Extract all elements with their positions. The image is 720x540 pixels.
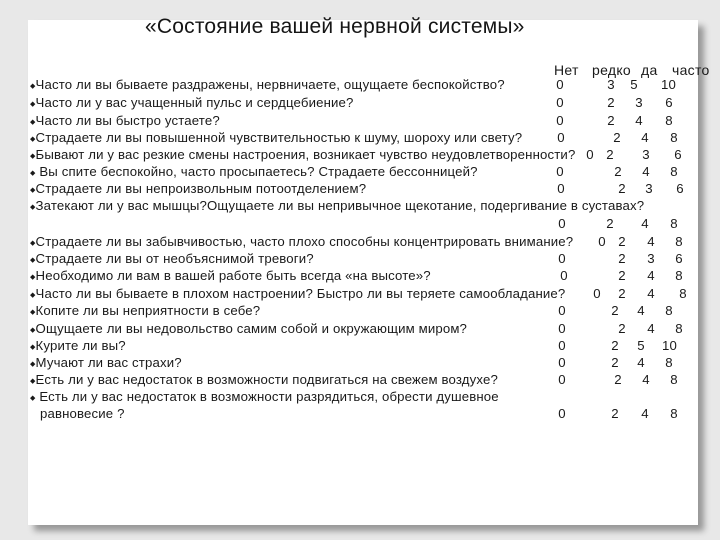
question-text: [30, 234, 573, 249]
score-no: 0: [558, 251, 566, 266]
bullet-icon: ◆: [30, 292, 36, 299]
score-yes: 4: [647, 234, 655, 249]
score-no: 0: [556, 95, 564, 110]
score-yes: 4: [635, 113, 643, 128]
column-header-rarely: редко: [592, 62, 632, 78]
score-rarely: 2: [618, 321, 626, 336]
score-often: 8: [675, 234, 683, 249]
question-label: Необходимо ли вам в вашей работе быть всегда «на высоте»?: [35, 268, 431, 283]
page-title: «Состояние вашей нервной системы»: [145, 15, 525, 38]
score-no: 0: [556, 77, 564, 92]
score-rarely: 2: [607, 95, 615, 110]
bullet-icon: ◆: [30, 136, 36, 143]
question-text: [30, 303, 260, 318]
score-yes: 3: [647, 251, 655, 266]
score-yes: 4: [637, 303, 645, 318]
question-label: Часто ли вы бываете в плохом настроении? Быстро ли вы теряете самообладание?: [35, 286, 566, 301]
question-label: Ощущаете ли вы недовольство самим собой и окружающим миром?: [35, 321, 468, 336]
bullet-icon: ◆: [30, 344, 36, 351]
question-text: [30, 198, 644, 213]
score-often: 8: [670, 216, 678, 231]
question-label: Страдаете ли вы от необъяснимой тревоги?: [35, 251, 314, 266]
question-text: [30, 355, 182, 370]
score-rarely: 2: [611, 338, 619, 353]
score-no: 0: [560, 268, 568, 283]
score-rarely: 2: [607, 113, 615, 128]
score-no: 0: [558, 372, 566, 387]
score-yes: 3: [645, 181, 653, 196]
question-text: [30, 251, 314, 266]
question-label: Мучают ли вас страхи?: [35, 355, 182, 370]
score-often: 8: [675, 268, 683, 283]
bullet-icon: ◆: [30, 395, 36, 402]
column-header-yes: да: [641, 62, 658, 78]
column-header-no: Нет: [554, 62, 579, 78]
question-text: [30, 164, 478, 179]
bullet-icon: ◆: [30, 274, 36, 281]
score-no: 0: [556, 113, 564, 128]
score-yes: 4: [641, 216, 649, 231]
question-label: Часто ли у вас учащенный пульс и сердцебиение?: [35, 95, 354, 110]
score-rarely: 2: [614, 164, 622, 179]
score-often: 10: [662, 338, 677, 353]
score-often: 10: [661, 77, 676, 92]
score-rarely: 2: [618, 234, 626, 249]
question-label: Страдаете ли вы забывчивостью, часто плохо способны концентрировать внимание?: [35, 234, 574, 249]
question-label: Вы спите беспокойно, часто просыпаетесь? Страдаете бессонницей?: [35, 164, 478, 179]
score-yes: 4: [642, 372, 650, 387]
bullet-icon: ◆: [30, 361, 36, 368]
score-rarely: 3: [607, 77, 615, 92]
score-often: 8: [665, 113, 673, 128]
score-no: 0: [557, 181, 565, 196]
question-text: [30, 181, 366, 196]
question-label: Есть ли у вас недостаток в возможности подвигаться на свежем воздухе?: [35, 372, 498, 387]
score-rarely: 2: [611, 355, 619, 370]
score-yes: 4: [647, 321, 655, 336]
question-text: [30, 389, 499, 404]
score-rarely: 2: [618, 286, 626, 301]
score-rarely: 2: [618, 251, 626, 266]
score-no: 0: [558, 338, 566, 353]
score-no: 0: [556, 164, 564, 179]
question-text: [30, 130, 522, 145]
score-no: 0: [598, 234, 606, 249]
score-often: 8: [665, 355, 673, 370]
score-no: 0: [557, 130, 565, 145]
bullet-icon: ◆: [30, 101, 36, 108]
bullet-icon: ◆: [30, 119, 36, 126]
score-no: 0: [558, 406, 566, 421]
column-header-often: часто: [672, 62, 710, 78]
score-no: 0: [593, 286, 601, 301]
score-yes: 4: [641, 406, 649, 421]
score-yes: 4: [637, 355, 645, 370]
score-rarely: 2: [614, 372, 622, 387]
bullet-icon: ◆: [30, 257, 36, 264]
question-label: Бывают ли у вас резкие смены настроения, возникает чувство неудовлетворенности?: [35, 147, 576, 162]
question-label: Страдаете ли вы повышенной чувствительностью к шуму, шороху или свету?: [35, 130, 523, 145]
question-label: Курите ли вы?: [35, 338, 126, 353]
question-text: [30, 286, 565, 301]
score-often: 6: [676, 181, 684, 196]
score-rarely: 2: [618, 181, 626, 196]
score-rarely: 2: [606, 147, 614, 162]
question-text: [30, 321, 467, 336]
score-yes: 4: [647, 286, 655, 301]
score-yes: 4: [647, 268, 655, 283]
question-text: [30, 338, 126, 353]
score-yes: 4: [642, 164, 650, 179]
bullet-icon: ◆: [30, 240, 36, 247]
bullet-icon: ◆: [30, 187, 36, 194]
question-label: Копите ли вы неприятности в себе?: [35, 303, 261, 318]
bullet-icon: ◆: [30, 378, 36, 385]
question-label: Затекают ли у вас мышцы?Ощущаете ли вы непривычное щекотание, подергивание в суставах?: [35, 198, 645, 213]
score-often: 6: [675, 251, 683, 266]
score-rarely: 2: [613, 130, 621, 145]
score-often: 6: [665, 95, 673, 110]
score-rarely: 2: [611, 406, 619, 421]
bullet-icon: ◆: [30, 204, 36, 211]
bullet-icon: ◆: [30, 327, 36, 334]
question-label: Страдаете ли вы непроизвольным потоотделением?: [35, 181, 367, 196]
score-rarely: 2: [606, 216, 614, 231]
question-label: Часто ли вы бываете раздражены, нервничаете, ощущаете беспокойство?: [35, 77, 505, 92]
score-yes: 4: [641, 130, 649, 145]
score-yes: 3: [635, 95, 643, 110]
score-no: 0: [558, 216, 566, 231]
score-often: 8: [670, 406, 678, 421]
question-text: [30, 147, 575, 162]
question-text: [30, 77, 505, 92]
score-no: 0: [558, 321, 566, 336]
score-no: 0: [558, 303, 566, 318]
question-label-continued: равновесие ?: [40, 406, 125, 421]
score-often: 8: [675, 321, 683, 336]
score-often: 6: [674, 147, 682, 162]
bullet-icon: ◆: [30, 309, 36, 316]
question-text: [30, 95, 354, 110]
bullet-icon: ◆: [30, 153, 36, 160]
question-text: [30, 113, 220, 128]
question-label: Часто ли вы быстро устаете?: [35, 113, 220, 128]
score-no: 0: [558, 355, 566, 370]
question-text: [30, 372, 498, 387]
score-yes: 3: [642, 147, 650, 162]
score-often: 8: [665, 303, 673, 318]
score-no: 0: [586, 147, 594, 162]
score-often: 8: [670, 372, 678, 387]
question-label: Есть ли у вас недостаток в возможности разрядиться, обрести душевное: [35, 389, 499, 404]
bullet-icon: ◆: [30, 83, 36, 90]
score-rarely: 2: [618, 268, 626, 283]
bullet-icon: ◆: [30, 170, 36, 177]
score-often: 8: [670, 164, 678, 179]
score-often: 8: [679, 286, 687, 301]
score-yes: 5: [630, 77, 638, 92]
question-text: [30, 268, 431, 283]
score-rarely: 2: [611, 303, 619, 318]
score-yes: 5: [637, 338, 645, 353]
score-often: 8: [670, 130, 678, 145]
